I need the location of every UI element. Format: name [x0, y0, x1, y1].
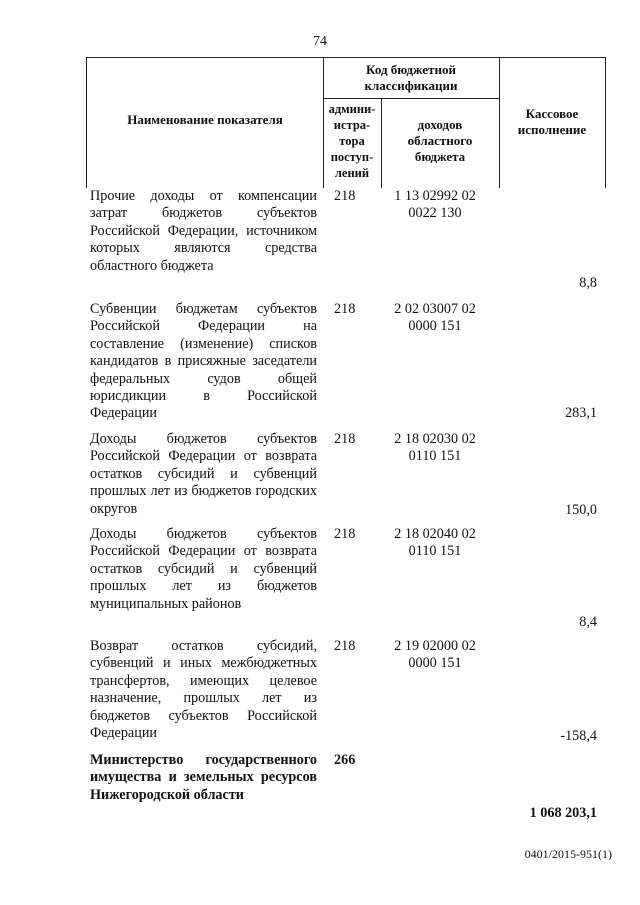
header-name-column: Наименование показателя: [127, 112, 283, 127]
row-admin-code: 218: [334, 431, 356, 447]
row-name: Субвенции бюджетам субъектов Российской Федерации на составление (изменение) списков кандидатов в присяжные заседатели федеральных судов общей юрисдикции в Российской Федерации: [90, 301, 317, 422]
header-cash-column: Кассовое исполнение: [517, 106, 587, 137]
row-admin-code: 218: [334, 526, 356, 542]
row-amount: 1 068 203,1: [529, 805, 597, 821]
row-name: Прочие доходы от компенсации затрат бюджетов субъектов Российской Федерации, источником которых являются средства областного бюджета: [90, 188, 317, 274]
row-income-code: 2 02 03007 02 0000 151: [394, 301, 476, 335]
row-amount: 150,0: [565, 502, 597, 518]
header-admin-column: админи- истра- тора поступ- лений: [328, 102, 376, 180]
row-amount: 8,8: [579, 275, 597, 291]
row-admin-code: 266: [334, 752, 356, 768]
document-code: 0401/2015-951(1): [524, 847, 612, 861]
header-income-column: доходов областного бюджета: [407, 117, 473, 164]
table-header: [86, 57, 606, 188]
row-amount: 8,4: [579, 614, 597, 630]
row-name: Возврат остатков субсидий, субвенций и иных межбюджетных трансфертов, имеющих целевое назначение, прошлых лет из бюджетов субъектов Российской Федерации: [90, 638, 317, 742]
header-code-group: Код бюджетной классификации: [364, 62, 458, 93]
row-admin-code: 218: [334, 638, 356, 654]
row-amount: 283,1: [565, 405, 597, 421]
row-admin-code: 218: [334, 301, 356, 317]
row-name: Доходы бюджетов субъектов Российской Федерации от возврата остатков субсидий и субвенций прошлых лет из бюджетов муниципальных районов: [90, 526, 317, 612]
row-income-code: 2 19 02000 02 0000 151: [394, 638, 476, 672]
row-amount: -158,4: [560, 728, 597, 744]
page-number: 74: [313, 34, 327, 49]
header-divider: [323, 98, 499, 99]
row-name: Министерство государственного имущества и земельных ресурсов Нижегородской области: [90, 752, 317, 803]
row-income-code: 1 13 02992 02 0022 130: [394, 188, 476, 222]
row-income-code: 2 18 02030 02 0110 151: [394, 431, 476, 465]
row-income-code: 2 18 02040 02 0110 151: [394, 526, 476, 560]
row-name: Доходы бюджетов субъектов Российской Федерации от возврата остатков субсидий и субвенций прошлых лет из бюджетов городских округов: [90, 431, 317, 517]
row-admin-code: 218: [334, 188, 356, 204]
